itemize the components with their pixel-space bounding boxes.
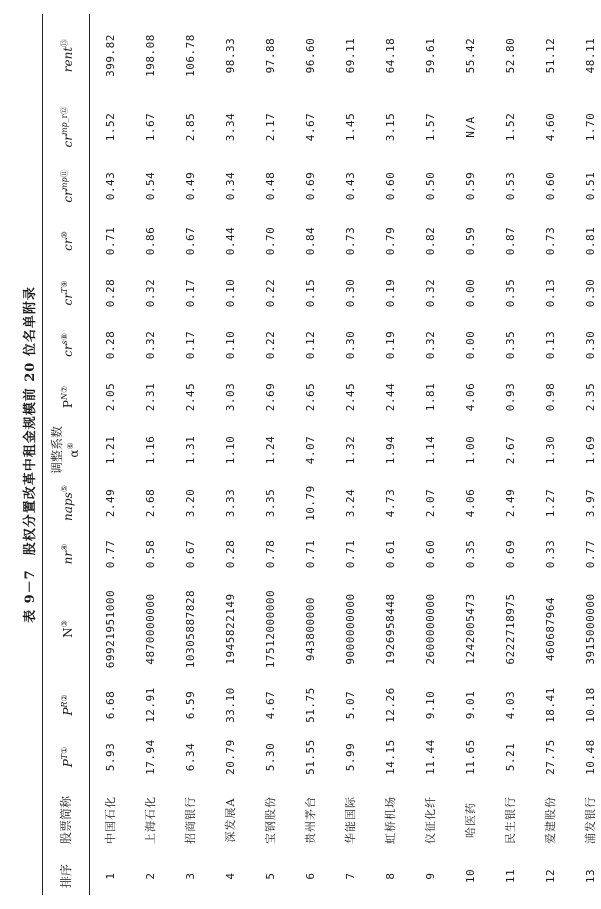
value-cell: 0.87 bbox=[503, 226, 517, 256]
table-row bbox=[130, 14, 170, 895]
footnote-marker: ① bbox=[59, 746, 69, 754]
value-cell: 0.67 bbox=[183, 226, 197, 256]
rank-cell: 3 bbox=[183, 872, 197, 880]
value-cell: 3.35 bbox=[263, 488, 277, 518]
rank-cell: 12 bbox=[543, 868, 557, 884]
value-cell: 33.10 bbox=[223, 687, 237, 723]
value-cell: 0.71 bbox=[103, 226, 117, 256]
rank-cell: 13 bbox=[583, 868, 597, 884]
value-cell: 0.32 bbox=[423, 278, 437, 308]
value-cell: 48.11 bbox=[583, 37, 597, 74]
value-cell: 0.10 bbox=[223, 278, 237, 308]
footnote-marker: ② bbox=[59, 694, 69, 702]
value-cell: 2.05 bbox=[103, 382, 117, 412]
value-cell: 6.68 bbox=[103, 690, 117, 720]
footnote-marker: ⑥ bbox=[66, 442, 75, 450]
value-cell: 0.30 bbox=[583, 330, 597, 360]
column-header-label: cr bbox=[60, 190, 75, 203]
value-cell: 1.81 bbox=[423, 382, 437, 412]
value-cell: 2.49 bbox=[503, 488, 517, 518]
header-superscript: s bbox=[59, 340, 69, 345]
value-cell: 106.78 bbox=[183, 34, 197, 77]
value-cell: 0.93 bbox=[503, 382, 517, 412]
value-cell: 1.69 bbox=[583, 435, 597, 465]
value-cell: 10.79 bbox=[303, 485, 317, 521]
value-cell: 3.20 bbox=[183, 488, 197, 518]
value-cell: 3.34 bbox=[223, 112, 237, 142]
value-cell: 17512000000 bbox=[263, 589, 277, 669]
column-header bbox=[43, 97, 90, 157]
value-cell: 1.31 bbox=[183, 435, 197, 465]
value-cell: 5.30 bbox=[263, 742, 277, 772]
value-cell: 4.67 bbox=[303, 112, 317, 142]
header-superscript: T bbox=[59, 753, 69, 760]
value-cell: 0.77 bbox=[583, 539, 597, 569]
value-cell: 1.32 bbox=[343, 435, 357, 465]
value-cell: 0.69 bbox=[503, 539, 517, 569]
value-cell: 1.70 bbox=[583, 112, 597, 142]
value-cell: 0.86 bbox=[143, 226, 157, 256]
value-cell: 0.10 bbox=[223, 330, 237, 360]
column-header bbox=[43, 215, 90, 267]
value-cell: 6222718975 bbox=[503, 593, 517, 665]
value-cell: 943800000 bbox=[303, 596, 317, 662]
value-cell: 11.65 bbox=[463, 739, 477, 775]
value-cell: 69921951000 bbox=[103, 589, 117, 669]
value-cell: 4870000000 bbox=[143, 593, 157, 665]
column-header bbox=[43, 423, 90, 477]
value-cell: 0.73 bbox=[543, 226, 557, 256]
column-header bbox=[43, 731, 90, 783]
value-cell: 0.48 bbox=[263, 171, 277, 201]
rank-cell: 8 bbox=[383, 872, 397, 880]
column-header-label: P bbox=[60, 759, 75, 768]
value-cell: 55.42 bbox=[463, 37, 477, 74]
value-cell: 0.98 bbox=[543, 382, 557, 412]
footnote-marker: ⑧ bbox=[59, 333, 69, 341]
value-cell: 69.11 bbox=[343, 37, 357, 74]
value-cell: 98.33 bbox=[223, 37, 237, 74]
value-cell: 2.45 bbox=[343, 382, 357, 412]
value-cell: 27.75 bbox=[543, 739, 557, 775]
rank-cell: 7 bbox=[343, 872, 357, 880]
column-header bbox=[43, 857, 90, 895]
column-header bbox=[43, 783, 90, 857]
value-cell: 3.24 bbox=[343, 488, 357, 518]
column-header bbox=[43, 157, 90, 215]
value-cell: 4.03 bbox=[503, 690, 517, 720]
value-cell: 6.34 bbox=[183, 742, 197, 772]
rank-cell: 6 bbox=[303, 872, 317, 880]
stock-name-cell: 宝钢股份 bbox=[264, 796, 277, 844]
header-superscript: T bbox=[59, 287, 69, 294]
value-cell: 0.30 bbox=[343, 330, 357, 360]
column-header bbox=[43, 14, 90, 97]
table-row bbox=[410, 14, 450, 895]
column-header bbox=[43, 319, 90, 371]
table-row bbox=[370, 14, 410, 895]
value-cell: 51.12 bbox=[543, 37, 557, 74]
value-cell: 0.19 bbox=[383, 330, 397, 360]
column-header-label: P bbox=[60, 400, 75, 409]
value-cell: 2.17 bbox=[263, 112, 277, 142]
footnote-marker: ⑬ bbox=[59, 38, 69, 47]
table-header-row bbox=[43, 14, 90, 895]
table-row bbox=[250, 14, 290, 895]
value-cell: 4.06 bbox=[463, 488, 477, 518]
column-header-label: nr bbox=[60, 550, 75, 565]
value-cell: 0.32 bbox=[423, 330, 437, 360]
rank-cell: 11 bbox=[503, 868, 517, 884]
rank-cell: 2 bbox=[143, 872, 157, 880]
footnote-marker: _r⑫ bbox=[59, 106, 69, 123]
value-cell: 3.03 bbox=[223, 382, 237, 412]
value-cell: 0.60 bbox=[383, 171, 397, 201]
value-cell: 0.13 bbox=[543, 330, 557, 360]
value-cell: 9.10 bbox=[423, 690, 437, 720]
value-cell: 12.91 bbox=[143, 687, 157, 723]
value-cell: 2.65 bbox=[303, 382, 317, 412]
column-header bbox=[43, 477, 90, 529]
value-cell: 1945822149 bbox=[223, 593, 237, 665]
value-cell: 0.00 bbox=[463, 330, 477, 360]
value-cell: 14.15 bbox=[383, 739, 397, 775]
column-header-label: 股票简称 bbox=[58, 796, 73, 845]
value-cell: 10305887828 bbox=[183, 589, 197, 669]
value-cell: 2.31 bbox=[143, 382, 157, 412]
value-cell: 9.01 bbox=[463, 690, 477, 720]
value-cell: 1.14 bbox=[423, 435, 437, 465]
value-cell: 0.59 bbox=[463, 226, 477, 256]
value-cell: 2.67 bbox=[503, 435, 517, 465]
stock-name-cell: 华能国际 bbox=[344, 796, 357, 844]
value-cell: 0.35 bbox=[503, 330, 517, 360]
table-row bbox=[490, 14, 530, 895]
stock-name-cell: 民生银行 bbox=[504, 796, 517, 844]
value-cell: 10.48 bbox=[583, 739, 597, 775]
table-row bbox=[290, 14, 330, 895]
value-cell: 0.49 bbox=[183, 171, 197, 201]
value-cell: 5.21 bbox=[503, 742, 517, 772]
rank-cell: 1 bbox=[103, 872, 117, 880]
value-cell: 3915000000 bbox=[583, 593, 597, 665]
column-header-label: 调整系数 α bbox=[50, 426, 81, 475]
value-cell: 2.49 bbox=[103, 488, 117, 518]
table-row bbox=[570, 14, 601, 895]
value-cell: 3.15 bbox=[383, 112, 397, 142]
value-cell: 10.18 bbox=[583, 687, 597, 723]
stock-name-cell: 仪征化纤 bbox=[424, 796, 437, 844]
value-cell: 0.81 bbox=[583, 226, 597, 256]
value-cell: 0.33 bbox=[543, 539, 557, 569]
value-cell: 59.61 bbox=[423, 37, 437, 74]
value-cell: 0.82 bbox=[423, 226, 437, 256]
rank-cell: 9 bbox=[423, 872, 437, 880]
value-cell: 0.44 bbox=[223, 226, 237, 256]
value-cell: 0.30 bbox=[343, 278, 357, 308]
header-superscript: N bbox=[59, 393, 69, 401]
value-cell: 0.78 bbox=[263, 539, 277, 569]
value-cell: 1.57 bbox=[423, 112, 437, 142]
value-cell: 1926958448 bbox=[383, 593, 397, 665]
value-cell: 18.41 bbox=[543, 687, 557, 723]
value-cell: 1.94 bbox=[383, 435, 397, 465]
value-cell: 0.32 bbox=[143, 278, 157, 308]
column-header bbox=[43, 679, 90, 731]
value-cell: 0.73 bbox=[343, 226, 357, 256]
value-cell: 9000000000 bbox=[343, 593, 357, 665]
value-cell: 2.07 bbox=[423, 488, 437, 518]
table-row bbox=[450, 14, 490, 895]
value-cell: 51.75 bbox=[303, 687, 317, 723]
value-cell: 11.44 bbox=[423, 739, 437, 775]
stock-name-cell: 哈医药 bbox=[464, 802, 477, 838]
value-cell: 0.35 bbox=[503, 278, 517, 308]
value-cell: 0.51 bbox=[583, 171, 597, 201]
value-cell: 4.60 bbox=[543, 112, 557, 142]
value-cell: 3.33 bbox=[223, 488, 237, 518]
footnote-marker: ③ bbox=[59, 620, 69, 628]
stock-name-cell: 深发展A bbox=[224, 797, 237, 843]
value-cell: 0.30 bbox=[583, 278, 597, 308]
value-cell: 1.21 bbox=[103, 435, 117, 465]
footnote-marker: ⑪ bbox=[59, 169, 69, 178]
value-cell: 0.79 bbox=[383, 226, 397, 256]
value-cell: N/A bbox=[463, 116, 477, 138]
value-cell: 0.28 bbox=[103, 330, 117, 360]
value-cell: 0.17 bbox=[183, 330, 197, 360]
table-row bbox=[170, 14, 210, 895]
value-cell: 5.07 bbox=[343, 690, 357, 720]
value-cell: 0.69 bbox=[303, 171, 317, 201]
rank-cell: 4 bbox=[223, 872, 237, 880]
value-cell: 2.45 bbox=[183, 382, 197, 412]
value-cell: 1.52 bbox=[503, 112, 517, 142]
value-cell: 0.19 bbox=[383, 278, 397, 308]
value-cell: 12.26 bbox=[383, 687, 397, 723]
value-cell: 2.85 bbox=[183, 112, 197, 142]
value-cell: 1.45 bbox=[343, 112, 357, 142]
stock-name-cell: 招商银行 bbox=[184, 796, 197, 844]
value-cell: 2600000000 bbox=[423, 593, 437, 665]
value-cell: 52.80 bbox=[503, 37, 517, 74]
value-cell: 5.93 bbox=[103, 742, 117, 772]
value-cell: 4.73 bbox=[383, 488, 397, 518]
stock-name-cell: 浦发银行 bbox=[584, 796, 597, 844]
value-cell: 2.69 bbox=[263, 382, 277, 412]
value-cell: 1.24 bbox=[263, 435, 277, 465]
column-header bbox=[43, 371, 90, 423]
column-header bbox=[43, 529, 90, 579]
value-cell: 1.67 bbox=[143, 112, 157, 142]
stock-name-cell: 贵州茅台 bbox=[304, 796, 317, 844]
value-cell: 0.00 bbox=[463, 278, 477, 308]
footnote-marker: ⑤ bbox=[59, 485, 69, 493]
value-cell: 4.67 bbox=[263, 690, 277, 720]
table-row bbox=[530, 14, 570, 895]
column-header-label: cr bbox=[60, 344, 75, 357]
value-cell: 0.22 bbox=[263, 330, 277, 360]
value-cell: 0.58 bbox=[143, 539, 157, 569]
value-cell: 5.99 bbox=[343, 742, 357, 772]
value-cell: 4.07 bbox=[303, 435, 317, 465]
value-cell: 0.22 bbox=[263, 278, 277, 308]
value-cell: 2.68 bbox=[143, 488, 157, 518]
value-cell: 0.53 bbox=[503, 171, 517, 201]
value-cell: 0.67 bbox=[183, 539, 197, 569]
value-cell: 1.10 bbox=[223, 435, 237, 465]
table-caption: 表 9－7 股权分置改革中租金规模前 20 位名单附录 bbox=[23, 286, 38, 623]
value-cell: 2.44 bbox=[383, 382, 397, 412]
footnote-marker: ⑨ bbox=[59, 280, 69, 288]
value-cell: 2.35 bbox=[583, 382, 597, 412]
value-cell: 4.06 bbox=[463, 382, 477, 412]
column-header bbox=[43, 267, 90, 319]
value-cell: 96.60 bbox=[303, 37, 317, 74]
stock-name-cell: 爱建股份 bbox=[544, 796, 557, 844]
value-cell: 0.17 bbox=[183, 278, 197, 308]
footnote-marker: ⑦ bbox=[59, 385, 69, 394]
value-cell: 1.00 bbox=[463, 435, 477, 465]
value-cell: 0.43 bbox=[103, 171, 117, 201]
column-header-label: 排序 bbox=[58, 864, 73, 889]
column-header-label: naps bbox=[60, 492, 75, 521]
rank-cell: 10 bbox=[463, 868, 477, 884]
value-cell: 0.54 bbox=[143, 171, 157, 201]
table-row bbox=[330, 14, 370, 895]
value-cell: 0.34 bbox=[223, 171, 237, 201]
rank-cell: 5 bbox=[263, 872, 277, 880]
value-cell: 1242005473 bbox=[463, 593, 477, 665]
value-cell: 0.12 bbox=[303, 330, 317, 360]
value-cell: 399.82 bbox=[103, 34, 117, 77]
stock-name-cell: 虹桥机场 bbox=[384, 796, 397, 844]
value-cell: 1.16 bbox=[143, 435, 157, 465]
header-superscript: mp bbox=[59, 122, 69, 136]
column-header-label: cr bbox=[60, 238, 75, 251]
stock-name-cell: 上海石化 bbox=[144, 796, 157, 844]
value-cell: 51.55 bbox=[303, 739, 317, 775]
value-cell: 0.61 bbox=[383, 539, 397, 569]
rent-table bbox=[42, 14, 601, 895]
value-cell: 0.50 bbox=[423, 171, 437, 201]
header-superscript: R bbox=[59, 701, 69, 708]
footnote-marker: ⑩ bbox=[59, 231, 69, 239]
value-cell: 64.18 bbox=[383, 37, 397, 74]
value-cell: 6.59 bbox=[183, 690, 197, 720]
table-row bbox=[90, 14, 131, 895]
value-cell: 1.27 bbox=[543, 488, 557, 518]
value-cell: 97.88 bbox=[263, 37, 277, 74]
value-cell: 17.94 bbox=[143, 739, 157, 775]
value-cell: 0.35 bbox=[463, 539, 477, 569]
value-cell: 0.77 bbox=[103, 539, 117, 569]
value-cell: 0.32 bbox=[143, 330, 157, 360]
value-cell: 1.30 bbox=[543, 435, 557, 465]
column-header-label: cr bbox=[60, 293, 75, 306]
value-cell: 0.70 bbox=[263, 226, 277, 256]
value-cell: 0.28 bbox=[103, 278, 117, 308]
footnote-marker: ④ bbox=[59, 543, 69, 551]
column-header bbox=[43, 579, 90, 679]
value-cell: 0.15 bbox=[303, 278, 317, 308]
column-header-label: rent bbox=[60, 46, 75, 73]
value-cell: 198.08 bbox=[143, 34, 157, 77]
header-superscript: mp bbox=[59, 177, 69, 191]
value-cell: 0.60 bbox=[423, 539, 437, 569]
value-cell: 0.60 bbox=[543, 171, 557, 201]
stock-name-cell: 中国石化 bbox=[104, 796, 117, 844]
value-cell: 1.52 bbox=[103, 112, 117, 142]
value-cell: 0.71 bbox=[303, 539, 317, 569]
value-cell: 0.28 bbox=[223, 539, 237, 569]
value-cell: 0.59 bbox=[463, 171, 477, 201]
value-cell: 20.79 bbox=[223, 739, 237, 775]
table-row bbox=[210, 14, 250, 895]
column-header-label: P bbox=[60, 707, 75, 716]
value-cell: 3.97 bbox=[583, 488, 597, 518]
value-cell: 0.43 bbox=[343, 171, 357, 201]
value-cell: 0.84 bbox=[303, 226, 317, 256]
value-cell: 0.13 bbox=[543, 278, 557, 308]
value-cell: 0.71 bbox=[343, 539, 357, 569]
column-header-label: N bbox=[60, 627, 75, 638]
value-cell: 460687964 bbox=[543, 596, 557, 662]
column-header-label: cr bbox=[60, 135, 75, 148]
